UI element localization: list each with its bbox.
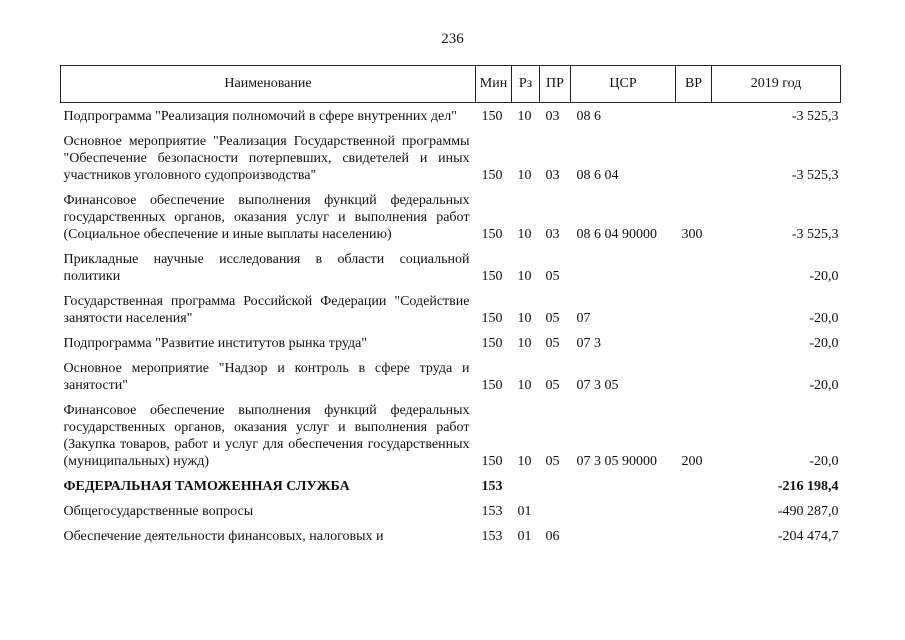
row-amount: -216 198,4: [777, 479, 839, 494]
row-csr: [571, 495, 676, 520]
row-min: 153: [481, 504, 503, 519]
row-pr: [540, 495, 571, 520]
header-vr: ВР: [676, 66, 712, 103]
row-amount: -3 525,3: [791, 109, 839, 124]
row-pr: 05: [545, 336, 560, 351]
row-pr: 03: [545, 109, 560, 124]
table-row: [61, 184, 841, 243]
row-name: ФЕДЕРАЛЬНАЯ ТАМОЖЕННАЯ СЛУЖБА: [63, 479, 350, 494]
row-csr: [571, 470, 676, 495]
row-vr: 300: [681, 227, 703, 242]
row-pr: [540, 470, 571, 495]
page-number: 236: [441, 31, 464, 47]
row-min: 150: [481, 454, 503, 469]
header-year: 2019 год: [712, 66, 841, 103]
row-min: 150: [481, 311, 503, 326]
table-row: [61, 125, 841, 184]
row-rz: 10: [517, 269, 532, 284]
row-vr: [676, 243, 712, 285]
table-row: [61, 327, 841, 352]
table-row: [61, 243, 841, 285]
row-rz: 01: [517, 504, 532, 519]
row-pr: 05: [545, 378, 560, 393]
table-row: [61, 520, 841, 545]
row-amount: -20,0: [809, 454, 839, 469]
row-name: Подпрограмма "Развитие институтов рынка труда": [63, 336, 368, 351]
row-amount: -20,0: [809, 269, 839, 284]
row-rz: 10: [517, 227, 532, 242]
row-csr: 07 3: [576, 336, 601, 351]
row-vr: [676, 327, 712, 352]
row-rz: 10: [517, 109, 532, 124]
row-name: Основное мероприятие "Надзор и контроль в сфере труда и занятости": [63, 361, 470, 393]
row-min: 150: [481, 269, 503, 284]
table-row: [61, 495, 841, 520]
row-pr: 06: [545, 529, 560, 544]
row-rz: 10: [517, 311, 532, 326]
row-name: Государственная программа Российской Федерации "Содействие занятости населения": [63, 294, 470, 326]
row-min: 153: [481, 479, 503, 494]
table-row: [61, 352, 841, 394]
row-pr: 05: [545, 269, 560, 284]
row-name: Подпрограмма "Реализация полномочий в сфере внутренних дел": [63, 109, 457, 124]
row-min: 150: [481, 109, 503, 124]
row-pr: 05: [545, 311, 560, 326]
table-row: [61, 394, 841, 470]
row-amount: -204 474,7: [777, 529, 839, 544]
row-name: Финансовое обеспечение выполнения функций федеральных государственных органов, оказания услуг и выполнения работ (Закупка товаров, работ и услуг для обеспечения государственных (муниципальных) нужд): [63, 403, 470, 469]
row-vr: [676, 520, 712, 545]
header-csr: ЦСР: [571, 66, 676, 103]
table-row: [61, 470, 841, 495]
row-min: 150: [481, 168, 503, 183]
row-min: 153: [481, 529, 503, 544]
row-csr: 07 3 05: [576, 378, 619, 393]
row-csr: 08 6 04: [576, 168, 619, 183]
row-vr: 200: [681, 454, 703, 469]
row-name: Финансовое обеспечение выполнения функций федеральных государственных органов, оказания услуг и выполнения работ (Социальное обеспечение и иные выплаты населению): [63, 193, 470, 242]
row-csr: [571, 243, 676, 285]
row-csr: 07 3 05 90000: [576, 454, 657, 469]
row-amount: -20,0: [809, 336, 839, 351]
row-vr: [676, 495, 712, 520]
budget-table: [60, 65, 841, 545]
row-rz: 10: [517, 378, 532, 393]
row-csr: 08 6 04 90000: [576, 227, 657, 242]
table-row: [61, 285, 841, 327]
row-min: 150: [481, 227, 503, 242]
row-name: Общегосударственные вопросы: [63, 504, 254, 519]
row-vr: [676, 285, 712, 327]
row-rz: 10: [517, 454, 532, 469]
row-amount: -3 525,3: [791, 227, 839, 242]
row-csr: 07: [576, 311, 591, 326]
row-pr: 05: [545, 454, 560, 469]
row-rz: 10: [517, 336, 532, 351]
table-header: [61, 66, 841, 103]
row-vr: [676, 470, 712, 495]
header-min: Мин: [476, 66, 512, 103]
row-csr: [571, 520, 676, 545]
row-csr: 08 6: [576, 109, 601, 124]
row-amount: -3 525,3: [791, 168, 839, 183]
row-amount: -490 287,0: [777, 504, 839, 519]
row-min: 150: [481, 336, 503, 351]
row-rz: 01: [517, 529, 532, 544]
row-pr: 03: [545, 168, 560, 183]
header-name: Наименование: [61, 66, 476, 103]
table-row: [61, 103, 841, 126]
row-amount: -20,0: [809, 311, 839, 326]
row-name: Прикладные научные исследования в области социальной политики: [63, 252, 470, 284]
row-rz: 10: [517, 168, 532, 183]
row-min: 150: [481, 378, 503, 393]
row-vr: [676, 352, 712, 394]
row-name: Основное мероприятие "Реализация Государственной программы "Обеспечение безопасности потерпевших, свидетелей и иных участников уголовного судопроизводства": [63, 134, 470, 183]
row-pr: 03: [545, 227, 560, 242]
row-vr: [676, 103, 712, 126]
row-name: Обеспечение деятельности финансовых, налоговых и: [63, 529, 384, 544]
header-pr: ПР: [540, 66, 571, 103]
header-rz: Рз: [512, 66, 540, 103]
row-vr: [676, 125, 712, 184]
row-rz: [512, 470, 540, 495]
table-body: [61, 103, 841, 546]
row-amount: -20,0: [809, 378, 839, 393]
